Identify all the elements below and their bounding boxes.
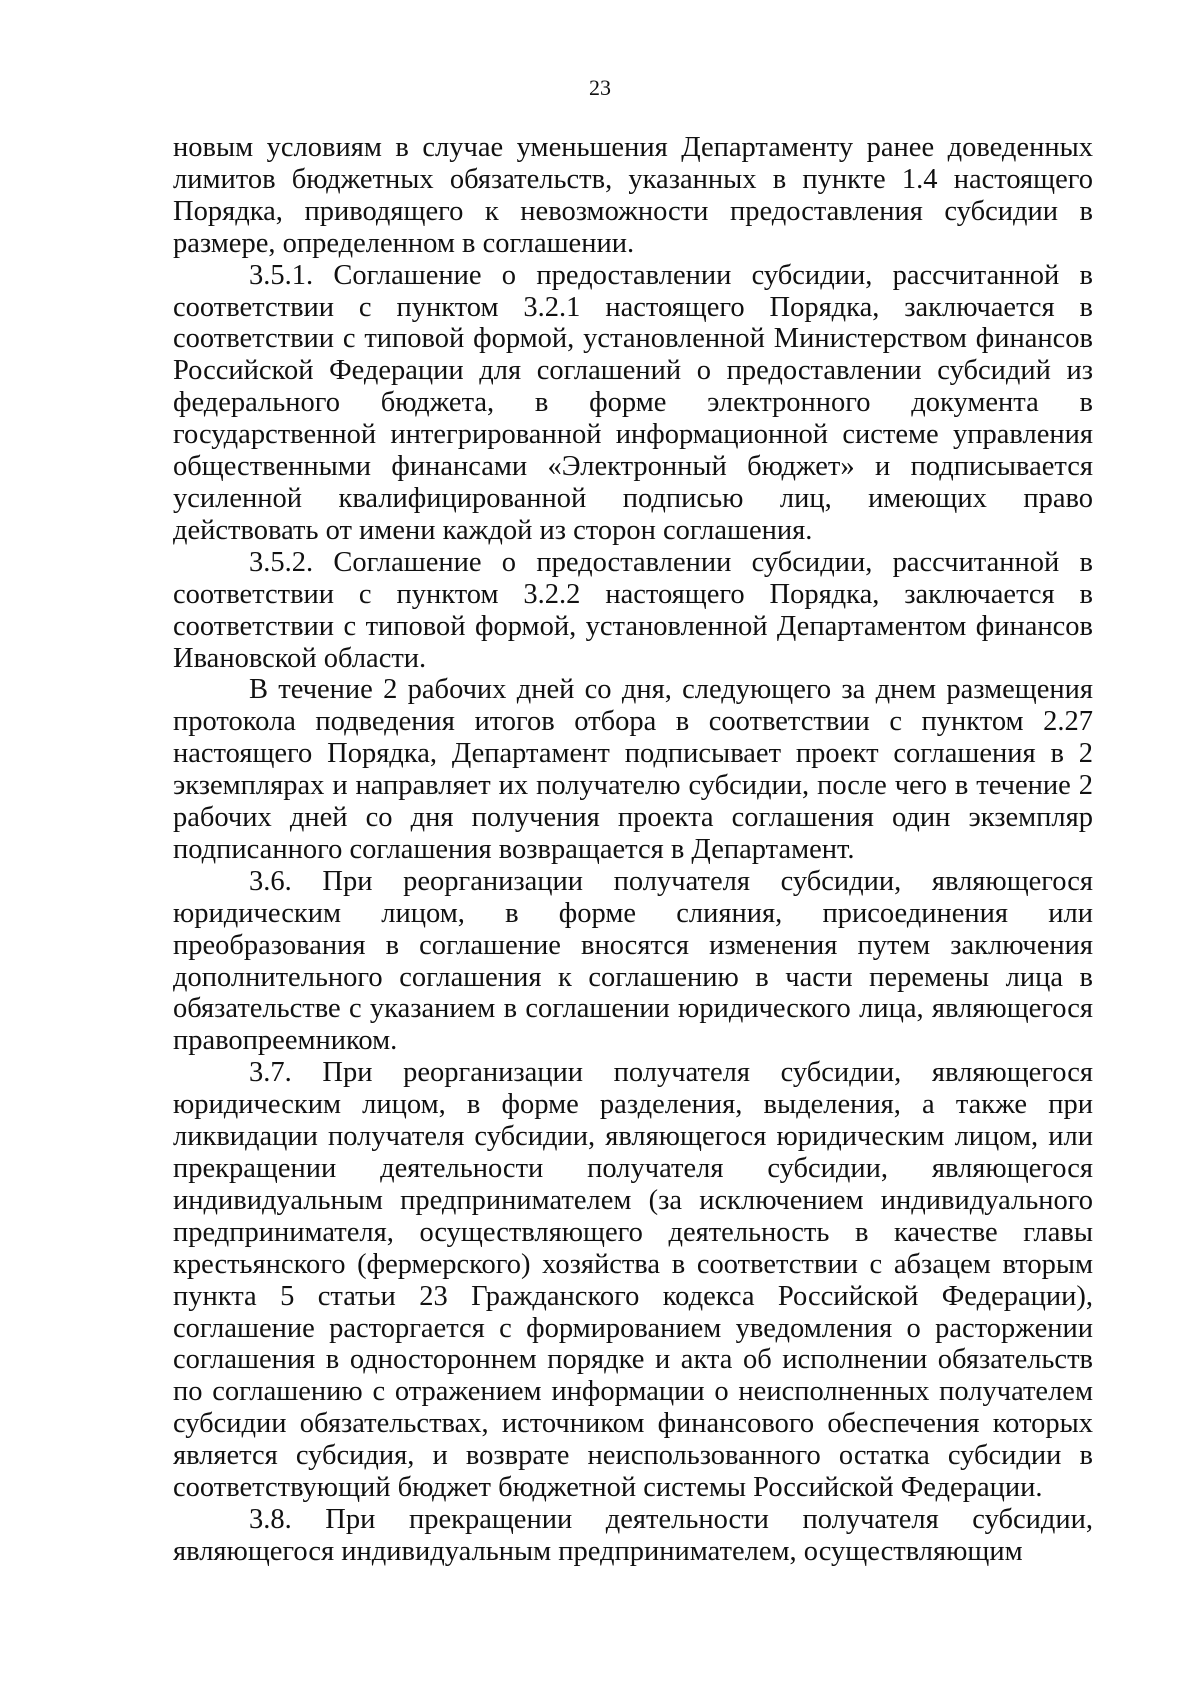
page-number: 23 [589,75,611,100]
paragraph-3-5-1: 3.5.1. Соглашение о предоставлении субсидии, рассчитанной в соответствии с пунктом 3.2.1 настоящего Порядка, заключается в соответствии с типовой формой, установленной Министерством финансов Российской Федерации для соглашений о предоставлении субсидий из федерального бюджета, в форме электронного документа в государственной интегрированной информационной системе управления общественными финансами «Электронный бюджет» и подписывается усиленной квалифицированной подписью лиц, имеющих право действовать от имени каждой из сторон соглашения. [173,259,1093,546]
paragraph-3-5-2: 3.5.2. Соглашение о предоставлении субсидии, рассчитанной в соответствии с пунктом 3.2.2 настоящего Порядка, заключается в соответствии с типовой формой, установленной Департаментом финансов Ивановской области. [173,546,1093,674]
paragraph-signing-term: В течение 2 рабочих дней со дня, следующего за днем размещения протокола подведения итогов отбора в соответствии с пунктом 2.27 настоящего Порядка, Департамент подписывает проект соглашения в 2 экземплярах и направляет их получателю субсидии, после чего в течение 2 рабочих дней со дня получения проекта соглашения один экземпляр подписанного соглашения возвращается в Департамент. [173,674,1093,865]
paragraph-3-6: 3.6. При реорганизации получателя субсидии, являющегося юридическим лицом, в форме слияния, присоединения или преобразования в соглашение вносятся изменения путем заключения дополнительного соглашения к соглашению в части перемены лица в обязательстве с указанием в соглашении юридического лица, являющегося правопреемником. [173,865,1093,1057]
paragraph-3-8: 3.8. При прекращении деятельности получателя субсидии, являющегося индивидуальным предпринимателем, осуществляющим [173,1503,1093,1567]
paragraph-continuation: новым условиям в случае уменьшения Департаменту ранее доведенных лимитов бюджетных обязательств, указанных в пункте 1.4 настоящего Порядка, приводящего к невозможности предоставления субсидии в размере, определенном в соглашении. [173,132,1093,259]
document-body [173,132,1093,1568]
paragraph-3-7: 3.7. При реорганизации получателя субсидии, являющегося юридическим лицом, в форме разделения, выделения, а также при ликвидации получателя субсидии, являющегося юридическим лицом, или прекращении деятельности получателя субсидии, являющегося индивидуальным предпринимателем (за исключением индивидуального предпринимателя, осуществляющего деятельность в качестве главы крестьянского (фермерского) хозяйства в соответствии с абзацем вторым пункта 5 статьи 23 Гражданского кодекса Российской Федерации), соглашение расторгается с формированием уведомления о расторжении соглашения в одностороннем порядке и акта об исполнении обязательств по соглашению с отражением информации о неисполненных получателем субсидии обязательствах, источником финансового обеспечения которых является субсидия, и возврате неиспользованного остатка субсидии в соответствующий бюджет бюджетной системы Российской Федерации. [173,1057,1093,1504]
